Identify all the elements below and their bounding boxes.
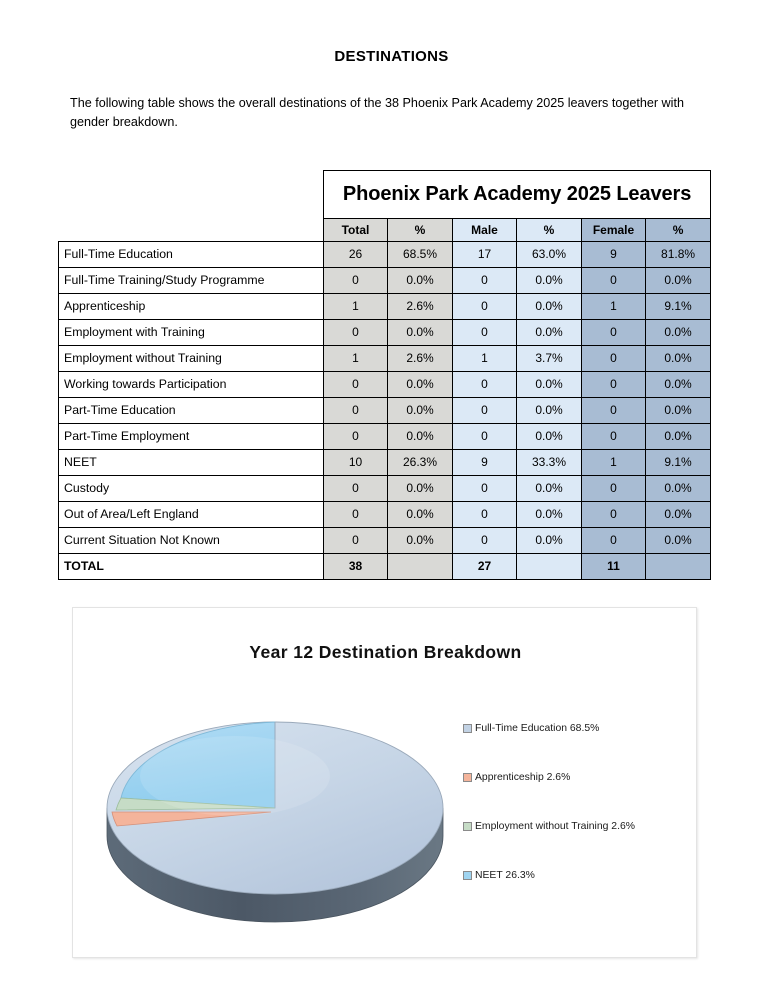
legend-label: Employment without Training 2.6% xyxy=(475,821,635,832)
cell-male: 0 xyxy=(453,372,517,398)
cell-total-pct: 0.0% xyxy=(388,502,453,528)
cell-female: 0 xyxy=(582,320,646,346)
table-row xyxy=(59,346,711,372)
cell-female-pct: 0.0% xyxy=(646,346,711,372)
table-row xyxy=(59,320,711,346)
cell-total-pct: 68.5% xyxy=(388,242,453,268)
cell-male: 9 xyxy=(453,450,517,476)
row-label: Current Situation Not Known xyxy=(59,528,324,554)
cell-female: 1 xyxy=(582,450,646,476)
cell-male-pct: 0.0% xyxy=(517,294,582,320)
table-banner-row xyxy=(59,171,711,219)
cell-female-pct: 0.0% xyxy=(646,528,711,554)
cell-female: 0 xyxy=(582,398,646,424)
column-header-female: Female xyxy=(582,219,646,242)
cell-total-pct: 2.6% xyxy=(388,346,453,372)
chart-title: Year 12 Destination Breakdown xyxy=(249,642,522,662)
cell-male-pct: 0.0% xyxy=(517,476,582,502)
cell-total-pct: 0.0% xyxy=(388,268,453,294)
cell-total: 0 xyxy=(324,320,388,346)
row-label: Apprenticeship xyxy=(59,294,324,320)
cell-total: 0 xyxy=(324,372,388,398)
legend-swatch-icon xyxy=(463,773,472,782)
row-label: Employment with Training xyxy=(59,320,324,346)
cell-total: 10 xyxy=(324,450,388,476)
total-cell-male-pct xyxy=(517,554,582,580)
cell-female: 0 xyxy=(582,268,646,294)
cell-male: 0 xyxy=(453,528,517,554)
table-row xyxy=(59,502,711,528)
legend-item xyxy=(463,753,695,802)
row-label: Out of Area/Left England xyxy=(59,502,324,528)
cell-female-pct: 0.0% xyxy=(646,424,711,450)
cell-male-pct: 63.0% xyxy=(517,242,582,268)
cell-male-pct: 0.0% xyxy=(517,528,582,554)
table-banner-title: Phoenix Park Academy 2025 Leavers xyxy=(324,171,711,219)
intro-paragraph: The following table shows the overall destinations of the 38 Phoenix Park Academy 2025 leavers together with gender breakdown. xyxy=(70,96,684,129)
legend-label: Apprenticeship 2.6% xyxy=(475,772,571,783)
column-header-total-pct: % xyxy=(388,219,453,242)
cell-female-pct: 0.0% xyxy=(646,372,711,398)
cell-female: 9 xyxy=(582,242,646,268)
page-title: DESTINATIONS xyxy=(334,48,449,65)
cell-female: 0 xyxy=(582,346,646,372)
legend-swatch-icon xyxy=(463,822,472,831)
cell-male-pct: 3.7% xyxy=(517,346,582,372)
total-cell-male: 27 xyxy=(453,554,517,580)
row-label: Working towards Participation xyxy=(59,372,324,398)
cell-total: 0 xyxy=(324,398,388,424)
cell-male: 0 xyxy=(453,398,517,424)
total-cell-female-pct xyxy=(646,554,711,580)
column-header-male: Male xyxy=(453,219,517,242)
column-header-female-pct: % xyxy=(646,219,711,242)
cell-female-pct: 9.1% xyxy=(646,294,711,320)
legend-label: Full-Time Education 68.5% xyxy=(475,723,600,734)
row-label: Full-Time Training/Study Programme xyxy=(59,268,324,294)
cell-total: 0 xyxy=(324,424,388,450)
cell-total: 0 xyxy=(324,502,388,528)
row-label: Part-Time Employment xyxy=(59,424,324,450)
cell-male: 1 xyxy=(453,346,517,372)
cell-total-pct: 2.6% xyxy=(388,294,453,320)
cell-female: 0 xyxy=(582,424,646,450)
cell-female: 0 xyxy=(582,476,646,502)
cell-total: 26 xyxy=(324,242,388,268)
destinations-table-wrapper xyxy=(58,170,709,580)
table-row xyxy=(59,528,711,554)
cell-male: 0 xyxy=(453,424,517,450)
column-header-male-pct: % xyxy=(517,219,582,242)
total-row-label: TOTAL xyxy=(59,554,324,580)
cell-female: 0 xyxy=(582,502,646,528)
row-label: Custody xyxy=(59,476,324,502)
cell-male-pct: 0.0% xyxy=(517,502,582,528)
cell-male: 0 xyxy=(453,320,517,346)
cell-male-pct: 0.0% xyxy=(517,424,582,450)
table-total-row xyxy=(59,554,711,580)
cell-male-pct: 0.0% xyxy=(517,320,582,346)
row-label: Part-Time Education xyxy=(59,398,324,424)
table-row xyxy=(59,398,711,424)
table-row xyxy=(59,268,711,294)
cell-female-pct: 0.0% xyxy=(646,502,711,528)
row-label: NEET xyxy=(59,450,324,476)
cell-female-pct: 9.1% xyxy=(646,450,711,476)
cell-total-pct: 0.0% xyxy=(388,320,453,346)
legend-item xyxy=(463,802,695,851)
cell-total-pct: 0.0% xyxy=(388,372,453,398)
cell-male-pct: 0.0% xyxy=(517,372,582,398)
legend-item xyxy=(463,704,695,753)
table-row xyxy=(59,450,711,476)
cell-total-pct: 0.0% xyxy=(388,424,453,450)
pie-chart-panel xyxy=(72,607,697,958)
header-spacer xyxy=(59,219,324,242)
pie-chart-svg xyxy=(85,676,465,926)
cell-total-pct: 0.0% xyxy=(388,398,453,424)
cell-male: 0 xyxy=(453,502,517,528)
cell-total-pct: 26.3% xyxy=(388,450,453,476)
cell-male: 17 xyxy=(453,242,517,268)
total-cell-total-pct xyxy=(388,554,453,580)
cell-female-pct: 0.0% xyxy=(646,320,711,346)
cell-female-pct: 0.0% xyxy=(646,268,711,294)
destinations-table xyxy=(58,170,711,580)
table-row xyxy=(59,476,711,502)
table-row xyxy=(59,242,711,268)
legend-swatch-icon xyxy=(463,871,472,880)
cell-total: 1 xyxy=(324,294,388,320)
cell-male: 0 xyxy=(453,268,517,294)
table-header-row xyxy=(59,219,711,242)
pie-chart-graphic xyxy=(85,676,465,926)
table-row xyxy=(59,294,711,320)
cell-total-pct: 0.0% xyxy=(388,476,453,502)
table-row xyxy=(59,372,711,398)
cell-female-pct: 81.8% xyxy=(646,242,711,268)
chart-legend xyxy=(463,704,695,900)
cell-total-pct: 0.0% xyxy=(388,528,453,554)
cell-female: 1 xyxy=(582,294,646,320)
cell-male-pct: 33.3% xyxy=(517,450,582,476)
banner-spacer xyxy=(59,171,324,219)
total-cell-female: 11 xyxy=(582,554,646,580)
cell-female: 0 xyxy=(582,528,646,554)
cell-female: 0 xyxy=(582,372,646,398)
cell-male-pct: 0.0% xyxy=(517,398,582,424)
total-cell-total: 38 xyxy=(324,554,388,580)
cell-male: 0 xyxy=(453,294,517,320)
cell-total: 0 xyxy=(324,476,388,502)
legend-swatch-icon xyxy=(463,724,472,733)
cell-male: 0 xyxy=(453,476,517,502)
table-row xyxy=(59,424,711,450)
row-label: Full-Time Education xyxy=(59,242,324,268)
cell-female-pct: 0.0% xyxy=(646,476,711,502)
legend-item xyxy=(463,851,695,900)
cell-male-pct: 0.0% xyxy=(517,268,582,294)
row-label: Employment without Training xyxy=(59,346,324,372)
cell-female-pct: 0.0% xyxy=(646,398,711,424)
column-header-total: Total xyxy=(324,219,388,242)
cell-total: 0 xyxy=(324,268,388,294)
cell-total: 1 xyxy=(324,346,388,372)
legend-label: NEET 26.3% xyxy=(475,870,535,881)
table-body xyxy=(59,242,711,580)
cell-total: 0 xyxy=(324,528,388,554)
